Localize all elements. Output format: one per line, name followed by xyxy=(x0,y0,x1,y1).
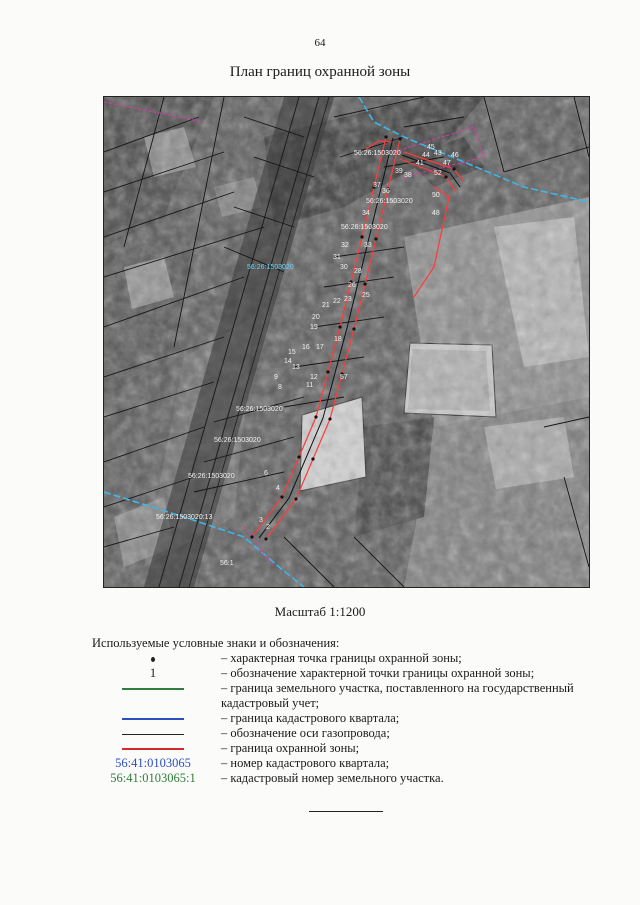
point-label: 32 xyxy=(341,242,349,249)
point-label: 21 xyxy=(322,302,330,309)
legend-text: – граница земельного участка, поставленного на государственный кадастровый учет; xyxy=(221,681,574,710)
point-label: 47 xyxy=(443,160,451,167)
legend-symbol xyxy=(92,726,214,741)
blue-line-icon xyxy=(122,718,184,720)
point-dot-icon xyxy=(151,657,155,662)
cadastral-label: 56:26:1503020 xyxy=(214,437,261,444)
map-drawing xyxy=(104,97,589,587)
point-label: 9 xyxy=(274,374,278,381)
legend-symbol xyxy=(92,756,214,771)
satellite-map xyxy=(103,96,590,588)
point-label: 31 xyxy=(333,254,341,261)
point-label: 41 xyxy=(416,160,424,167)
point-label: 15 xyxy=(288,349,296,356)
point-label: 25 xyxy=(362,292,370,299)
legend-symbol xyxy=(92,651,214,666)
legend-symbol xyxy=(92,681,214,696)
legend-heading: Используемые условные знаки и обозначения: xyxy=(92,636,340,650)
point-label: 14 xyxy=(284,358,292,365)
legend-row-quarter-number xyxy=(0,756,640,771)
point-label: 19 xyxy=(310,324,318,331)
point-label: 8 xyxy=(278,384,282,391)
cadastral-label: 56:26:1503020 xyxy=(366,198,413,205)
cadastral-label: 56:26:1503020 xyxy=(247,264,294,271)
cadastral-label: 56:26:1503020 xyxy=(341,224,388,231)
legend-symbol xyxy=(92,741,214,756)
point-label: 30 xyxy=(340,264,348,271)
legend-symbol xyxy=(92,771,214,786)
legend-text: – обозначение характерной точки границы охранной зоны; xyxy=(221,666,535,680)
point-label: 17 xyxy=(316,344,324,351)
legend-row-parcel-number xyxy=(0,771,640,786)
legend-row-protection-zone xyxy=(0,741,640,756)
quarter-number-sample: 56:41:0103065 xyxy=(115,756,191,770)
page-number: 64 xyxy=(314,37,326,49)
legend-symbol xyxy=(92,711,214,726)
point-label: 23 xyxy=(344,296,352,303)
point-number-sample: 1 xyxy=(149,666,157,680)
point-label: 12 xyxy=(310,374,318,381)
point-label: 22 xyxy=(333,298,341,305)
legend-text: – граница охранной зоны; xyxy=(221,741,360,755)
legend-symbol xyxy=(92,666,214,681)
plan-title: План границ охранной зоны xyxy=(229,64,411,80)
legend-text: – характерная точка границы охранной зоны; xyxy=(221,651,462,665)
legend-text: – обозначение оси газопровода; xyxy=(221,726,390,740)
point-label: 57 xyxy=(340,374,348,381)
point-label: 50 xyxy=(432,192,440,199)
point-label: 16 xyxy=(302,344,310,351)
point-label: 52 xyxy=(434,170,442,177)
point-label: 39 xyxy=(395,168,403,175)
legend-row-point-number xyxy=(0,666,640,681)
green-line-icon xyxy=(122,688,184,690)
legend-text: – номер кадастрового квартала; xyxy=(221,756,390,770)
legend-row-land-parcel xyxy=(0,681,640,711)
point-label: 13 xyxy=(292,364,300,371)
scale-label: Масштаб 1:1200 xyxy=(274,604,366,619)
cadastral-label: 56:1 xyxy=(220,560,234,567)
point-label: 45 xyxy=(427,144,435,151)
legend-row-quarter-boundary xyxy=(0,711,640,726)
legend-text: – граница кадастрового квартала; xyxy=(221,711,400,725)
point-label: 38 xyxy=(404,172,412,179)
point-label: 18 xyxy=(334,336,342,343)
point-label: 28 xyxy=(354,268,362,275)
point-label: 44 xyxy=(422,152,430,159)
point-label: 46 xyxy=(451,152,459,159)
point-label: 11 xyxy=(306,382,314,389)
cadastral-label: 56:26:1503020 xyxy=(188,473,235,480)
closing-rule xyxy=(309,811,383,812)
point-label: 48 xyxy=(432,210,440,217)
legend-row-gas-axis xyxy=(0,726,640,741)
point-label: 36 xyxy=(382,188,390,195)
point-label: 33 xyxy=(364,242,372,249)
point-label: 4 xyxy=(276,485,280,492)
cadastral-label: 56:26:1503020 xyxy=(354,150,401,157)
red-line-icon xyxy=(122,748,184,750)
cadastral-label: 56:26:1503020 xyxy=(236,406,283,413)
point-label: 3 xyxy=(259,517,263,524)
point-label: 34 xyxy=(362,210,370,217)
point-label: 2 xyxy=(266,524,270,531)
black-line-icon xyxy=(122,734,184,735)
legend-text: – кадастровый номер земельного участка. xyxy=(221,771,444,785)
point-label: 6 xyxy=(264,470,268,477)
point-label: 20 xyxy=(312,314,320,321)
legend-row-point xyxy=(0,651,640,666)
point-label: 43 xyxy=(434,150,442,157)
point-label: 37 xyxy=(373,182,381,189)
point-label: 26 xyxy=(348,282,356,289)
cadastral-label: 56:26:1503020:13 xyxy=(156,514,213,521)
parcel-number-sample: 56:41:0103065:1 xyxy=(110,771,196,785)
